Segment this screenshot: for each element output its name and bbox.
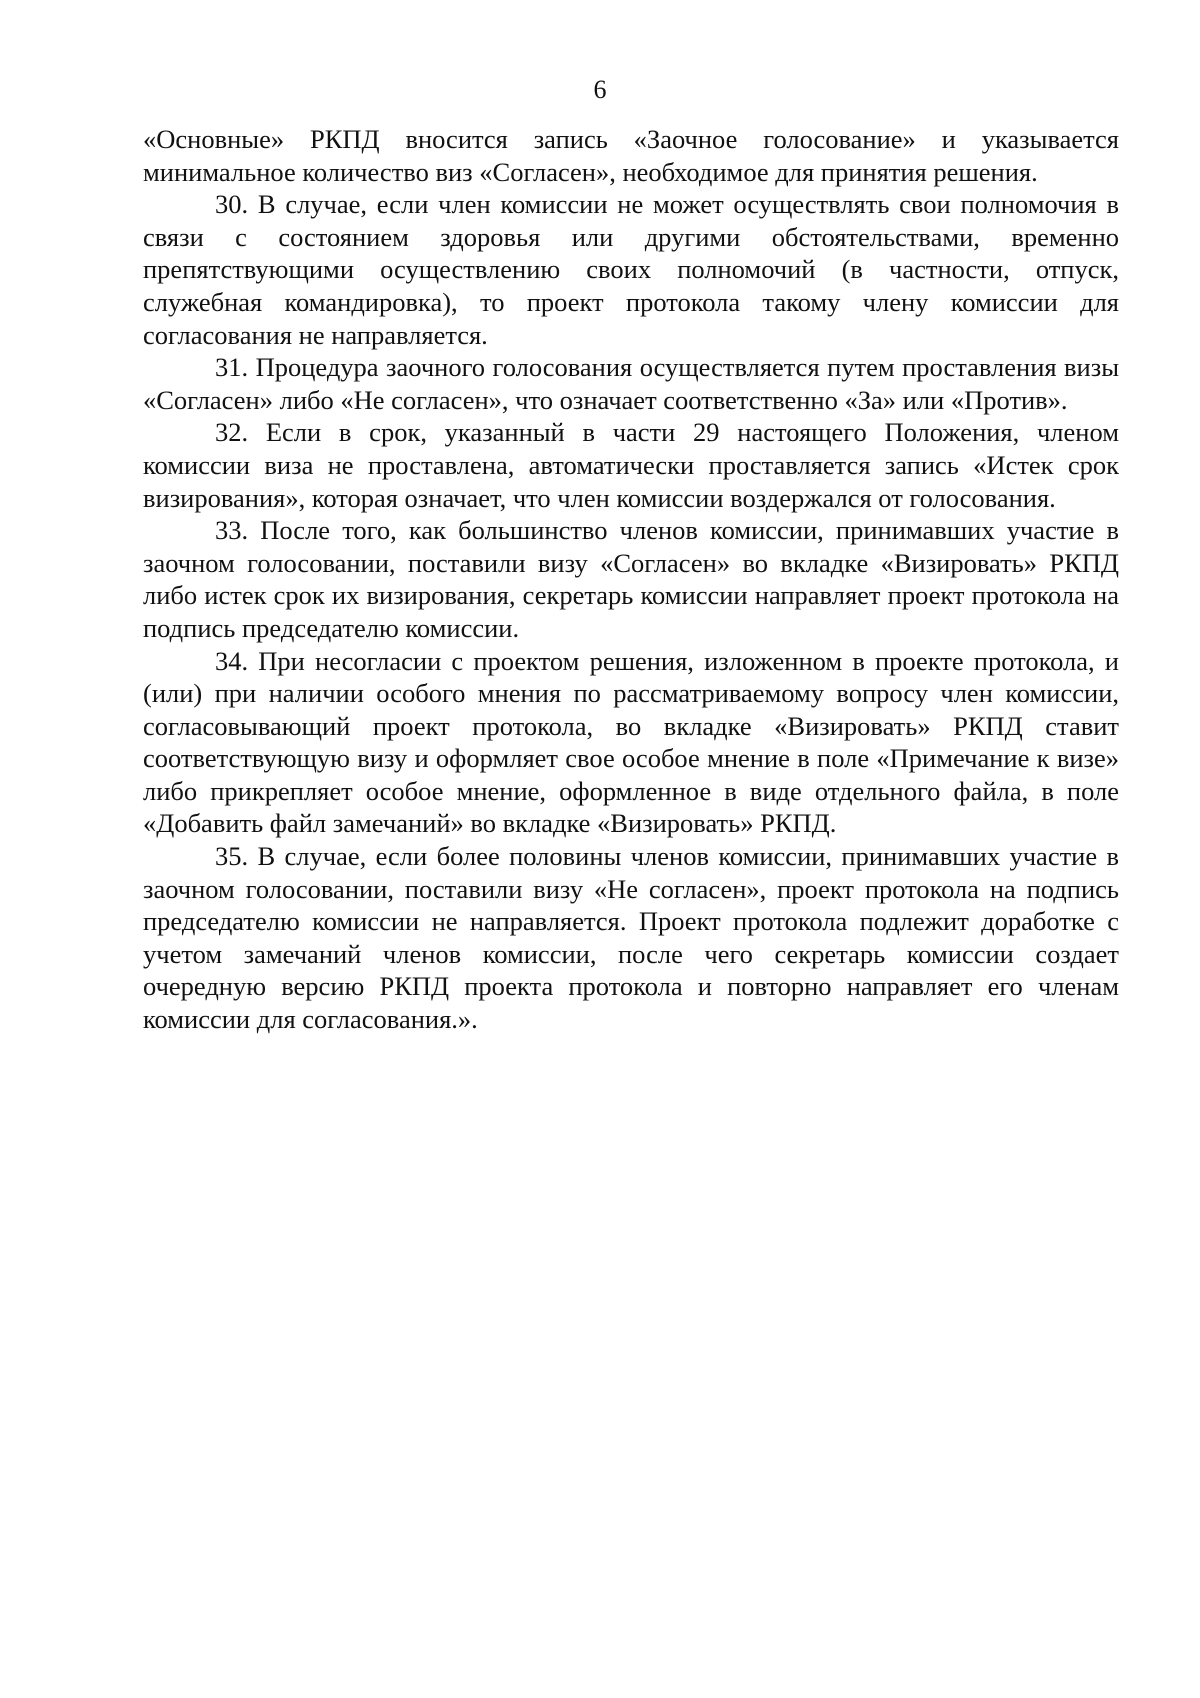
paragraph-30: 30. В случае, если член комиссии не может осуществлять свои полномочия в связи с состоянием здоровья или другими обстоятельствами, временно препятствующими осуществлению своих полномочий (в частности, отпуск, служебная командировка), то проект протокола такому члену комиссии для согласования не направляется. xyxy=(143,189,1119,350)
paragraph-continuation: «Основные» РКПД вносится запись «Заочное голосование» и указывается минимальное количество виз «Согласен», необходимое для принятия решения. xyxy=(143,124,1119,187)
paragraph-33: 33. После того, как большинство членов комиссии, принимавших участие в заочном голосовании, поставили визу «Согласен» во вкладке «Визировать» РКПД либо истек срок их визирования, секретарь комиссии направляет проект протокола на подпись председателю комиссии. xyxy=(143,515,1119,643)
paragraph-32: 32. Если в срок, указанный в части 29 настоящего Положения, членом комиссии виза не проставлена, автоматически проставляется запись «Истек срок визирования», которая означает, что член комиссии воздержался от голосования. xyxy=(143,417,1119,513)
paragraph-34: 34. При несогласии с проектом решения, изложенном в проекте протокола, и (или) при наличии особого мнения по рассматриваемому вопросу член комиссии, согласовывающий проект протокола, во вкладке «Визировать» РКПД ставит соответствующую визу и оформляет свое особое мнение в поле «Примечание к визе» либо прикрепляет особое мнение, оформленное в виде отдельного файла, в поле «Добавить файл замечаний» во вкладке «Визировать» РКПД. xyxy=(143,645,1119,839)
document-body xyxy=(143,123,1119,1036)
page-number: 6 xyxy=(593,75,607,104)
paragraph-31: 31. Процедура заочного голосования осуществляется путем проставления визы «Согласен» либо «Не согласен», что означает соответственно «За» или «Против». xyxy=(143,352,1119,415)
paragraph-35: 35. В случае, если более половины членов комиссии, принимавших участие в заочном голосовании, поставили визу «Не согласен», проект протокола на подпись председателю комиссии не направляется. Проект протокола подлежит доработке с учетом замечаний членов комиссии, после чего секретарь комиссии создает очередную версию РКПД проекта протокола и повторно направляет его членам комиссии для согласования.». xyxy=(143,841,1119,1035)
